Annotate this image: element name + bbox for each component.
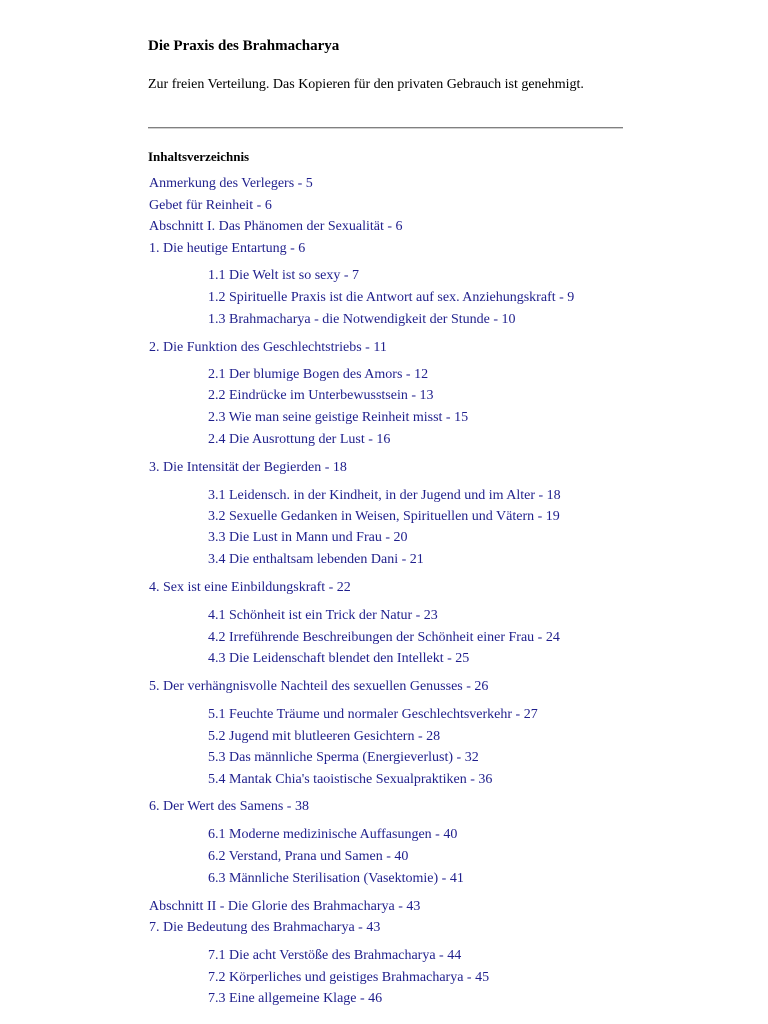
toc-link-6-3[interactable]: 6.3 Männliche Sterilisation (Vasektomie) - 41 xyxy=(208,871,464,886)
toc-link-3-1[interactable]: 3.1 Leidensch. in der Kindheit, in der Jugend und im Alter - 18 xyxy=(208,488,561,503)
toc-heading: Inhaltsverzeichnis xyxy=(148,149,250,164)
toc-link-3-2[interactable]: 3.2 Sexuelle Gedanken in Weisen, Spirituellen und Vätern - 19 xyxy=(208,509,560,524)
toc-link-2-4[interactable]: 2.4 Die Ausrottung der Lust - 16 xyxy=(208,432,391,447)
toc-link-chapter-5[interactable]: 5. Der verhängnisvolle Nachteil des sexuellen Genusses - 26 xyxy=(149,679,489,694)
toc-link-3-4[interactable]: 3.4 Die enthaltsam lebenden Dani - 21 xyxy=(208,552,424,567)
toc-link-chapter-4[interactable]: 4. Sex ist eine Einbildungskraft - 22 xyxy=(149,580,351,595)
toc-link-2-3[interactable]: 2.3 Wie man seine geistige Reinheit misst - 15 xyxy=(208,410,469,425)
toc-link-publisher-note[interactable]: Anmerkung des Verlegers - 5 xyxy=(149,176,313,191)
toc-link-chapter-7[interactable]: 7. Die Bedeutung des Brahmacharya - 43 xyxy=(149,920,381,935)
copyright-notice: Zur freien Verteilung. Das Kopieren für den privaten Gebrauch ist genehmigt. xyxy=(148,77,584,92)
toc-link-4-1[interactable]: 4.1 Schönheit ist ein Trick der Natur - 23 xyxy=(208,608,438,623)
toc-link-2-2[interactable]: 2.2 Eindrücke im Unterbewusstsein - 13 xyxy=(208,388,434,403)
toc-link-4-3[interactable]: 4.3 Die Leidenschaft blendet den Intellekt - 25 xyxy=(208,651,470,666)
toc-link-1-1[interactable]: 1.1 Die Welt ist so sexy - 7 xyxy=(208,268,360,283)
toc-link-7-1[interactable]: 7.1 Die acht Verstöße des Brahmacharya - 44 xyxy=(208,948,462,963)
toc-link-chapter-3[interactable]: 3. Die Intensität der Begierden - 18 xyxy=(149,460,347,475)
toc-link-chapter-6[interactable]: 6. Der Wert des Samens - 38 xyxy=(149,799,309,814)
toc-link-6-2[interactable]: 6.2 Verstand, Prana und Samen - 40 xyxy=(208,849,409,864)
toc-link-2-1[interactable]: 2.1 Der blumige Bogen des Amors - 12 xyxy=(208,367,429,382)
toc-link-5-4[interactable]: 5.4 Mantak Chia's taoistische Sexualpraktiken - 36 xyxy=(208,772,493,787)
toc-link-7-3[interactable]: 7.3 Eine allgemeine Klage - 46 xyxy=(208,991,383,1006)
toc-link-7-2[interactable]: 7.2 Körperliches und geistiges Brahmacharya - 45 xyxy=(208,970,490,985)
toc-link-prayer[interactable]: Gebet für Reinheit - 6 xyxy=(149,198,272,213)
toc-link-chapter-2[interactable]: 2. Die Funktion des Geschlechtstriebs - 11 xyxy=(149,340,387,355)
toc-link-3-3[interactable]: 3.3 Die Lust in Mann und Frau - 20 xyxy=(208,530,408,545)
toc-link-5-1[interactable]: 5.1 Feuchte Träume und normaler Geschlechtsverkehr - 27 xyxy=(208,707,538,722)
toc-link-1-3[interactable]: 1.3 Brahmacharya - die Notwendigkeit der Stunde - 10 xyxy=(208,312,516,327)
toc-link-5-2[interactable]: 5.2 Jugend mit blutleeren Gesichtern - 28 xyxy=(208,729,441,744)
toc-link-section-1[interactable]: Abschnitt I. Das Phänomen der Sexualität - 6 xyxy=(149,219,403,234)
toc-link-5-3[interactable]: 5.3 Das männliche Sperma (Energieverlust) - 32 xyxy=(208,750,479,765)
toc-link-chapter-1[interactable]: 1. Die heutige Entartung - 6 xyxy=(149,241,306,256)
toc-link-6-1[interactable]: 6.1 Moderne medizinische Auffasungen - 40 xyxy=(208,827,458,842)
toc-link-4-2[interactable]: 4.2 Irreführende Beschreibungen der Schönheit einer Frau - 24 xyxy=(208,630,560,645)
toc-link-1-2[interactable]: 1.2 Spirituelle Praxis ist die Antwort auf sex. Anziehungskraft - 9 xyxy=(208,290,575,305)
horizontal-divider xyxy=(148,127,623,129)
page-title: Die Praxis des Brahmacharya xyxy=(148,38,340,54)
toc-link-section-2[interactable]: Abschnitt II - Die Glorie des Brahmacharya - 43 xyxy=(149,899,421,914)
